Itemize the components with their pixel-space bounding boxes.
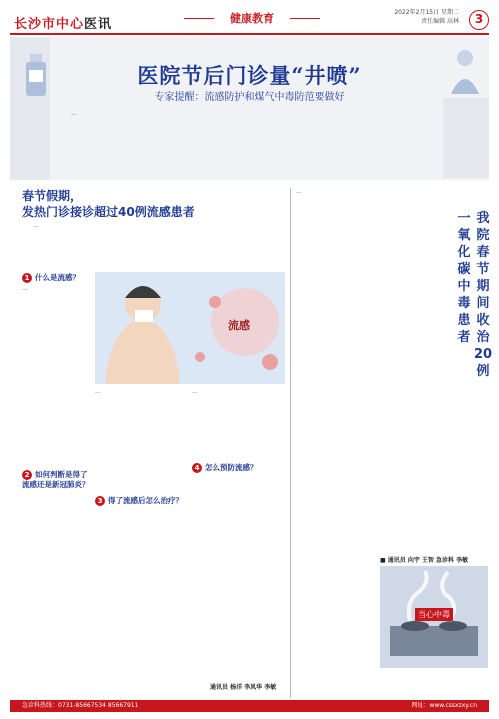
- q4-heading: 4 怎么预防流感？: [192, 462, 258, 473]
- story1-byline: 通讯员 杨洋 李凤华 李敏: [210, 684, 277, 691]
- column-divider: [290, 188, 291, 698]
- story2-body: …: [296, 189, 302, 195]
- section-title: 健康教育: [212, 9, 292, 29]
- feature-subtitle: 专家提醒：流感防护和煤气中毒防范要做好: [154, 92, 345, 103]
- masthead: 长沙市中心医讯: [14, 17, 113, 32]
- story2-title-line2: 一氧化碳中毒患者: [457, 211, 471, 345]
- flu-patient-illustration: [95, 272, 285, 384]
- flu-illustration-label: 流感: [228, 319, 250, 332]
- feature-abstract: …: [71, 111, 77, 117]
- header-rule: [10, 33, 489, 35]
- q1-heading: 1 什么是流感？: [22, 272, 80, 283]
- feature-title: 医院节后门诊量“井喷”: [137, 63, 362, 88]
- editor-credit: 责任编辑 高林: [421, 18, 459, 25]
- story1-col2: …: [95, 389, 101, 395]
- issue-date: 2022年2月15日 星期二: [394, 9, 459, 16]
- gas-warning-label: 当心中毒: [415, 608, 453, 621]
- page-number: 3: [469, 10, 489, 30]
- website-text: 网址：www.cssxzxy.cn: [411, 702, 477, 709]
- story1-col3: …: [192, 389, 198, 395]
- story1-col1: …: [22, 286, 28, 292]
- q3-heading: 3 得了流感后怎么治疗？: [95, 495, 183, 506]
- story2-title-line1: 我院春节期间收治20例: [474, 211, 493, 379]
- story1-headline: 春节假期， 发热门诊接诊超过40例流感患者: [22, 189, 195, 219]
- hotline-text: 急诊科热线：0731-85667534 85667911: [22, 702, 139, 709]
- issue-info: [394, 8, 459, 26]
- feature-band: [10, 37, 489, 180]
- feature-right-decoration: [443, 98, 489, 178]
- footer-bar: [10, 700, 489, 712]
- q2-heading: 2 如何判断是得了流感还是新冠肺炎？: [22, 470, 90, 489]
- story2-byline: ■ 通讯员 向宇 王智 急诊科 李敏: [380, 557, 469, 564]
- page-header: [0, 0, 499, 34]
- story1-intro: …: [33, 223, 39, 229]
